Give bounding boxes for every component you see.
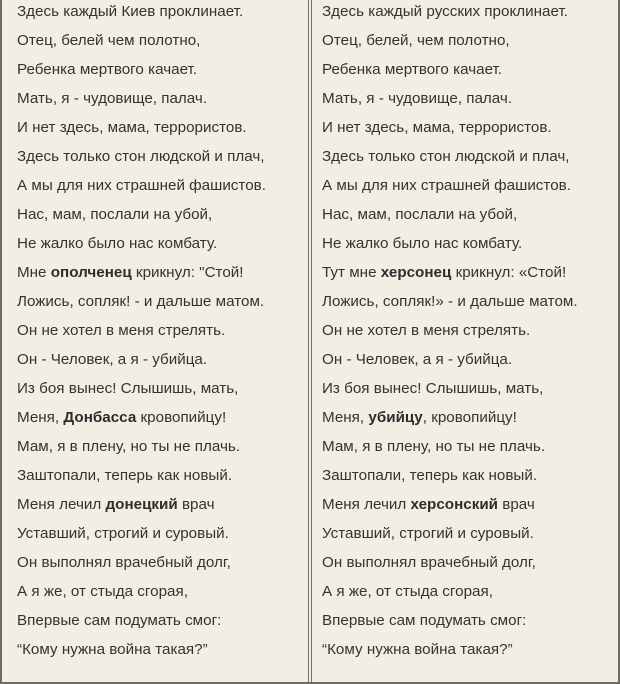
- poem-line: [322, 148, 570, 166]
- line-text: Ребенка мертвого качает.: [322, 61, 503, 78]
- poem-line: [322, 467, 537, 485]
- poem-line: [17, 438, 240, 456]
- line-text: А я же, от стыда сгорая,: [322, 583, 493, 600]
- line-text: крикнул: «Стой!: [451, 264, 567, 281]
- poem-line: [322, 90, 512, 108]
- line-text: Не жалко было нас комбату.: [17, 235, 218, 252]
- line-text: Здесь каждый русских проклинает.: [322, 3, 568, 20]
- poem-line: [17, 467, 232, 485]
- poem-line: [322, 32, 510, 50]
- line-text: Отец, белей чем полотно,: [17, 32, 201, 49]
- line-text: И нет здесь, мама, террористов.: [322, 119, 552, 136]
- line-text: Ребенка мертвого качает.: [17, 61, 198, 78]
- line-text: Из боя вынес! Слышишь, мать,: [17, 380, 239, 397]
- highlighted-word: Донбасса: [63, 409, 137, 426]
- poem-line: [17, 525, 229, 543]
- poem-line: [17, 409, 226, 427]
- line-text: врач: [498, 496, 535, 513]
- poem-line: [322, 322, 530, 340]
- line-text: А мы для них страшней фашистов.: [17, 177, 266, 194]
- line-text: Он не хотел в меня стрелять.: [17, 322, 226, 339]
- poem-line: [17, 380, 238, 398]
- line-text: А я же, от стыда сгорая,: [17, 583, 188, 600]
- highlighted-word: херсонский: [410, 496, 499, 513]
- line-text: врач: [177, 496, 215, 513]
- line-text: Он выполнял врачебный долг,: [322, 554, 536, 571]
- line-text: Заштопали, теперь как новый.: [17, 467, 233, 484]
- line-text: Мать, я - чудовище, палач.: [17, 90, 208, 107]
- line-text: Отец, белей, чем полотно,: [322, 32, 510, 49]
- poem-line: [322, 235, 522, 253]
- line-text: Он не хотел в меня стрелять.: [322, 322, 531, 339]
- poem-column-left: [2, 0, 309, 682]
- line-text: Нас, мам, послали на убой,: [17, 206, 213, 223]
- line-text: крикнул: "Стой!: [131, 264, 244, 281]
- highlighted-word: убийцу: [368, 409, 423, 426]
- poem-line: [17, 554, 231, 572]
- line-text: А мы для них страшней фашистов.: [322, 177, 571, 194]
- poem-line: [17, 61, 197, 79]
- line-text: Меня лечил: [17, 496, 106, 513]
- line-text: “Кому нужна война такая?”: [17, 641, 208, 658]
- line-text: Меня,: [17, 409, 64, 426]
- poem-line: [322, 583, 493, 601]
- poem-line: [322, 264, 566, 282]
- poem-line: [322, 641, 513, 659]
- highlighted-word: донецкий: [105, 496, 178, 513]
- line-text: Здесь только стон людской и плач,: [322, 148, 570, 165]
- poem-line: [17, 119, 247, 137]
- line-text: Впервые сам подумать смог:: [17, 612, 222, 629]
- line-text: Здесь только стон людской и плач,: [17, 148, 265, 165]
- line-text: Мать, я - чудовище, палач.: [322, 90, 513, 107]
- line-text: Из боя вынес! Слышишь, мать,: [322, 380, 544, 397]
- poem-line: [322, 525, 534, 543]
- poem-line: [322, 119, 552, 137]
- poem-line: [17, 32, 200, 50]
- poem-line: [322, 206, 517, 224]
- line-text: Ложись, сопляк! - и дальше матом.: [17, 293, 265, 310]
- line-text: Меня лечил: [322, 496, 411, 513]
- line-text: Мам, я в плену, но ты не плачь.: [322, 438, 546, 455]
- poem-line: [17, 148, 265, 166]
- line-text: Он - Человек, а я - убийца.: [322, 351, 513, 368]
- poem-line: [17, 351, 207, 369]
- poem-line: [17, 496, 215, 514]
- poem-line: [322, 409, 517, 427]
- line-text: “Кому нужна война такая?”: [322, 641, 513, 658]
- line-text: Впервые сам подумать смог:: [322, 612, 527, 629]
- line-text: Тут мне: [322, 264, 381, 281]
- highlighted-word: ополченец: [50, 264, 132, 281]
- line-text: Заштопали, теперь как новый.: [322, 467, 538, 484]
- poem-line: [322, 293, 578, 311]
- poem-column-right: [309, 0, 620, 682]
- poem-line: [322, 438, 545, 456]
- line-text: Меня,: [322, 409, 369, 426]
- poem-line: [17, 206, 212, 224]
- line-text: И нет здесь, мама, террористов.: [17, 119, 247, 136]
- poem-line: [17, 641, 208, 659]
- poem-line: [322, 351, 512, 369]
- line-text: Мам, я в плену, но ты не плачь.: [17, 438, 241, 455]
- poem-line: [322, 380, 543, 398]
- poem-line: [17, 177, 266, 195]
- line-text: Нас, мам, послали на убой,: [322, 206, 518, 223]
- line-text: , кровопийцу!: [422, 409, 517, 426]
- poem-line: [17, 90, 207, 108]
- line-text: Мне: [17, 264, 51, 281]
- line-text: Он - Человек, а я - убийца.: [17, 351, 208, 368]
- poem-line: [322, 612, 526, 630]
- poem-line: [322, 61, 502, 79]
- poem-line: [17, 322, 225, 340]
- poem-line: [322, 177, 571, 195]
- poem-line: [17, 3, 243, 21]
- highlighted-word: херсонец: [380, 264, 452, 281]
- poem-line: [17, 235, 217, 253]
- poem-line: [17, 583, 188, 601]
- poem-line: [17, 293, 264, 311]
- poem-line: [322, 554, 536, 572]
- poem-line: [322, 3, 568, 21]
- line-text: Здесь каждый Киев проклинает.: [17, 3, 244, 20]
- line-text: Он выполнял врачебный долг,: [17, 554, 231, 571]
- line-text: Уставший, строгий и суровый.: [17, 525, 229, 542]
- poem-line: [17, 264, 244, 282]
- line-text: Ложись, сопляк!» - и дальше матом.: [322, 293, 578, 310]
- line-text: кровопийцу!: [136, 409, 227, 426]
- line-text: Не жалко было нас комбату.: [322, 235, 523, 252]
- line-text: Уставший, строгий и суровый.: [322, 525, 534, 542]
- poem-line: [17, 612, 221, 630]
- poem-line: [322, 496, 535, 514]
